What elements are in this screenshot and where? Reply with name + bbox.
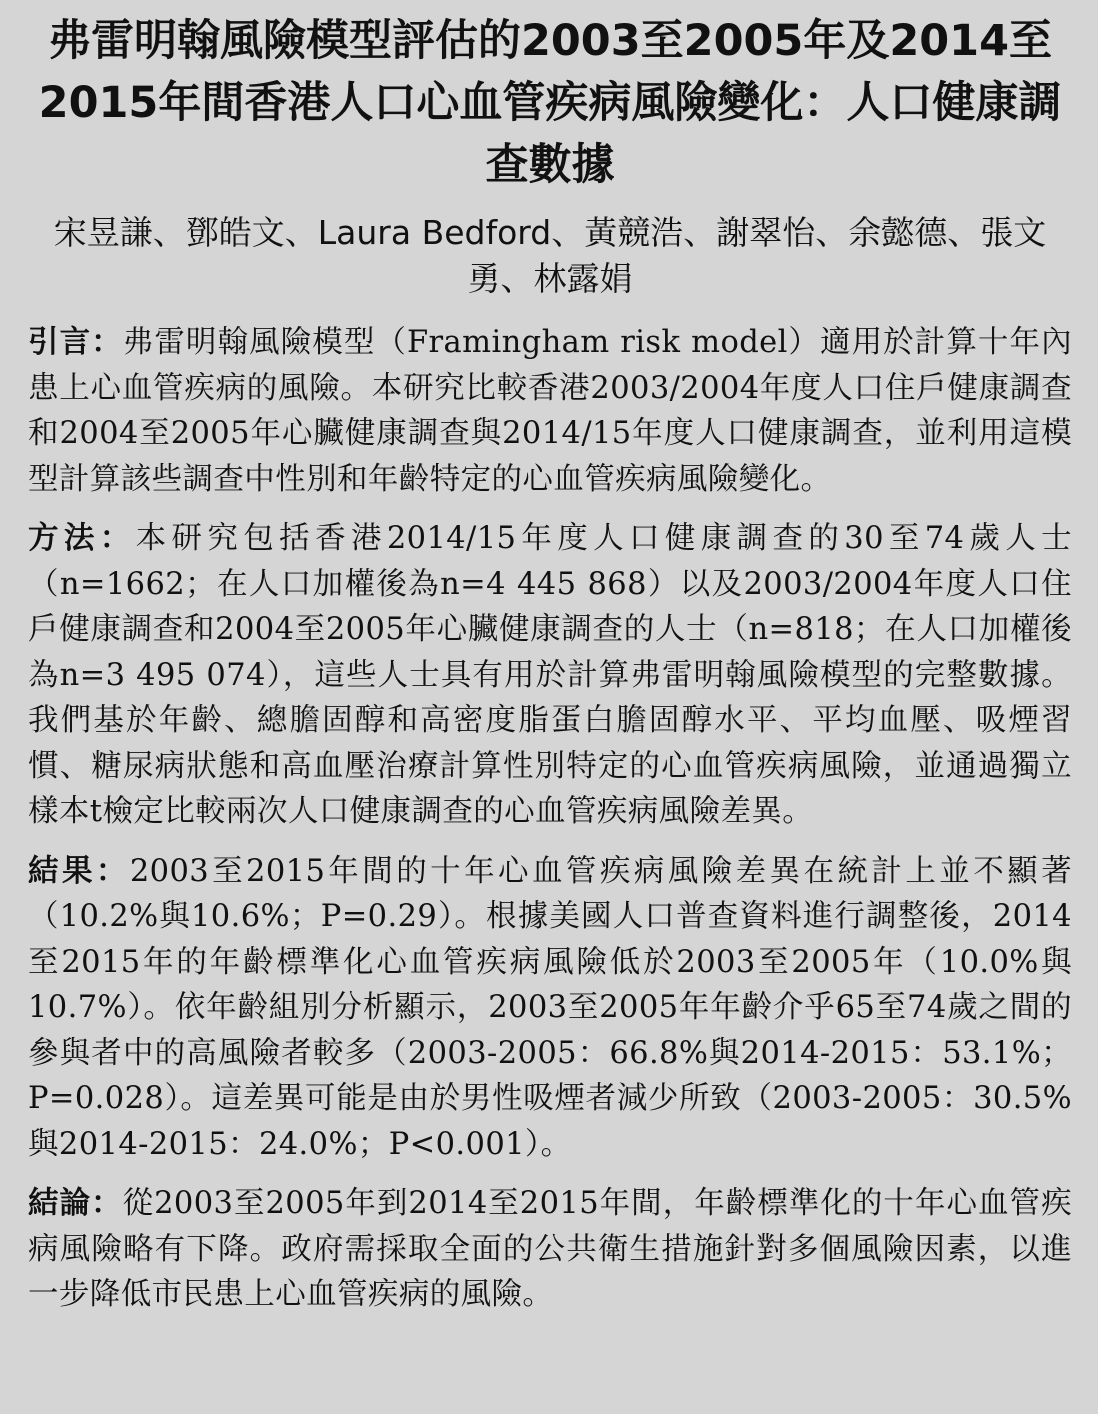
section-results: [28, 849, 1072, 1168]
section-label-results: 結果：: [28, 853, 130, 889]
author-list: 宋昱謙、鄧皓文、Laura Bedford、黃競浩、謝翠怡、余懿德、張文勇、林露娟: [53, 213, 1047, 298]
section-label-introduction: 引言：: [28, 325, 123, 360]
section-methods: [28, 516, 1072, 835]
section-introduction: [28, 320, 1072, 502]
section-conclusion: [28, 1181, 1072, 1318]
section-text-conclusion: 從2003至2005年到2014至2015年間，年齡標準化的十年心血管疾病風險略有下降。政府需採取全面的公共衛生措施針對多個風險因素，以進一步降低市民患上心血管疾病的風險。: [28, 1186, 1072, 1312]
section-label-conclusion: 結論：: [28, 1186, 123, 1221]
section-text-results: 2003至2015年間的十年心血管疾病風險差異在統計上並不顯著（10.2%與10.6%；P=0.29）。根據美國人口普查資料進行調整後，2014至2015年的年齡標準化心血管疾病風險低於2003至2005年（10.0%與10.7%）。依年齡組別分析顯示，2003至2005年年齡介乎65至74歲之間的參與者中的高風險者較多（2003-2005：66.8%與2014-2015：53.1%；P=0.028）。這差異可能是由於男性吸煙者減少所致（2003-2005：30.5%與2014-2015：24.0%；P<0.001）。: [28, 853, 1073, 1162]
section-text-methods: 本研究包括香港2014/15年度人口健康調查的30至74歲人士（n=1662；在人口加權後為n=4 445 868）以及2003/2004年度人口住戶健康調查和2004至2005年心臟健康調查的人士（n=818；在人口加權後為n=3 495 074），這些人士具有用於計算弗雷明翰風險模型的完整數據。我們基於年齡、總膽固醇和高密度脂蛋白膽固醇水平、平均血壓、吸煙習慣、糖尿病狀態和高血壓治療計算性別特定的心血管疾病風險，並通過獨立樣本t檢定比較兩次人口健康調查的心血管疾病風險差異。: [28, 521, 1072, 829]
section-text-introduction: 弗雷明翰風險模型（Framingham risk model）適用於計算十年內患上心血管疾病的風險。本研究比較香港2003/2004年度人口住戶健康調查和2004至2005年心臟健康調查與2014/15年度人口健康調查，並利用這模型計算該些調查中性別和年齡特定的心血管疾病風險變化。: [28, 325, 1072, 497]
paper-title: 弗雷明翰風險模型評估的2003至2005年及2014至2015年間香港人口心血管疾病風險變化：人口健康調查數據: [38, 16, 1062, 190]
section-label-methods: 方法：: [28, 521, 136, 556]
